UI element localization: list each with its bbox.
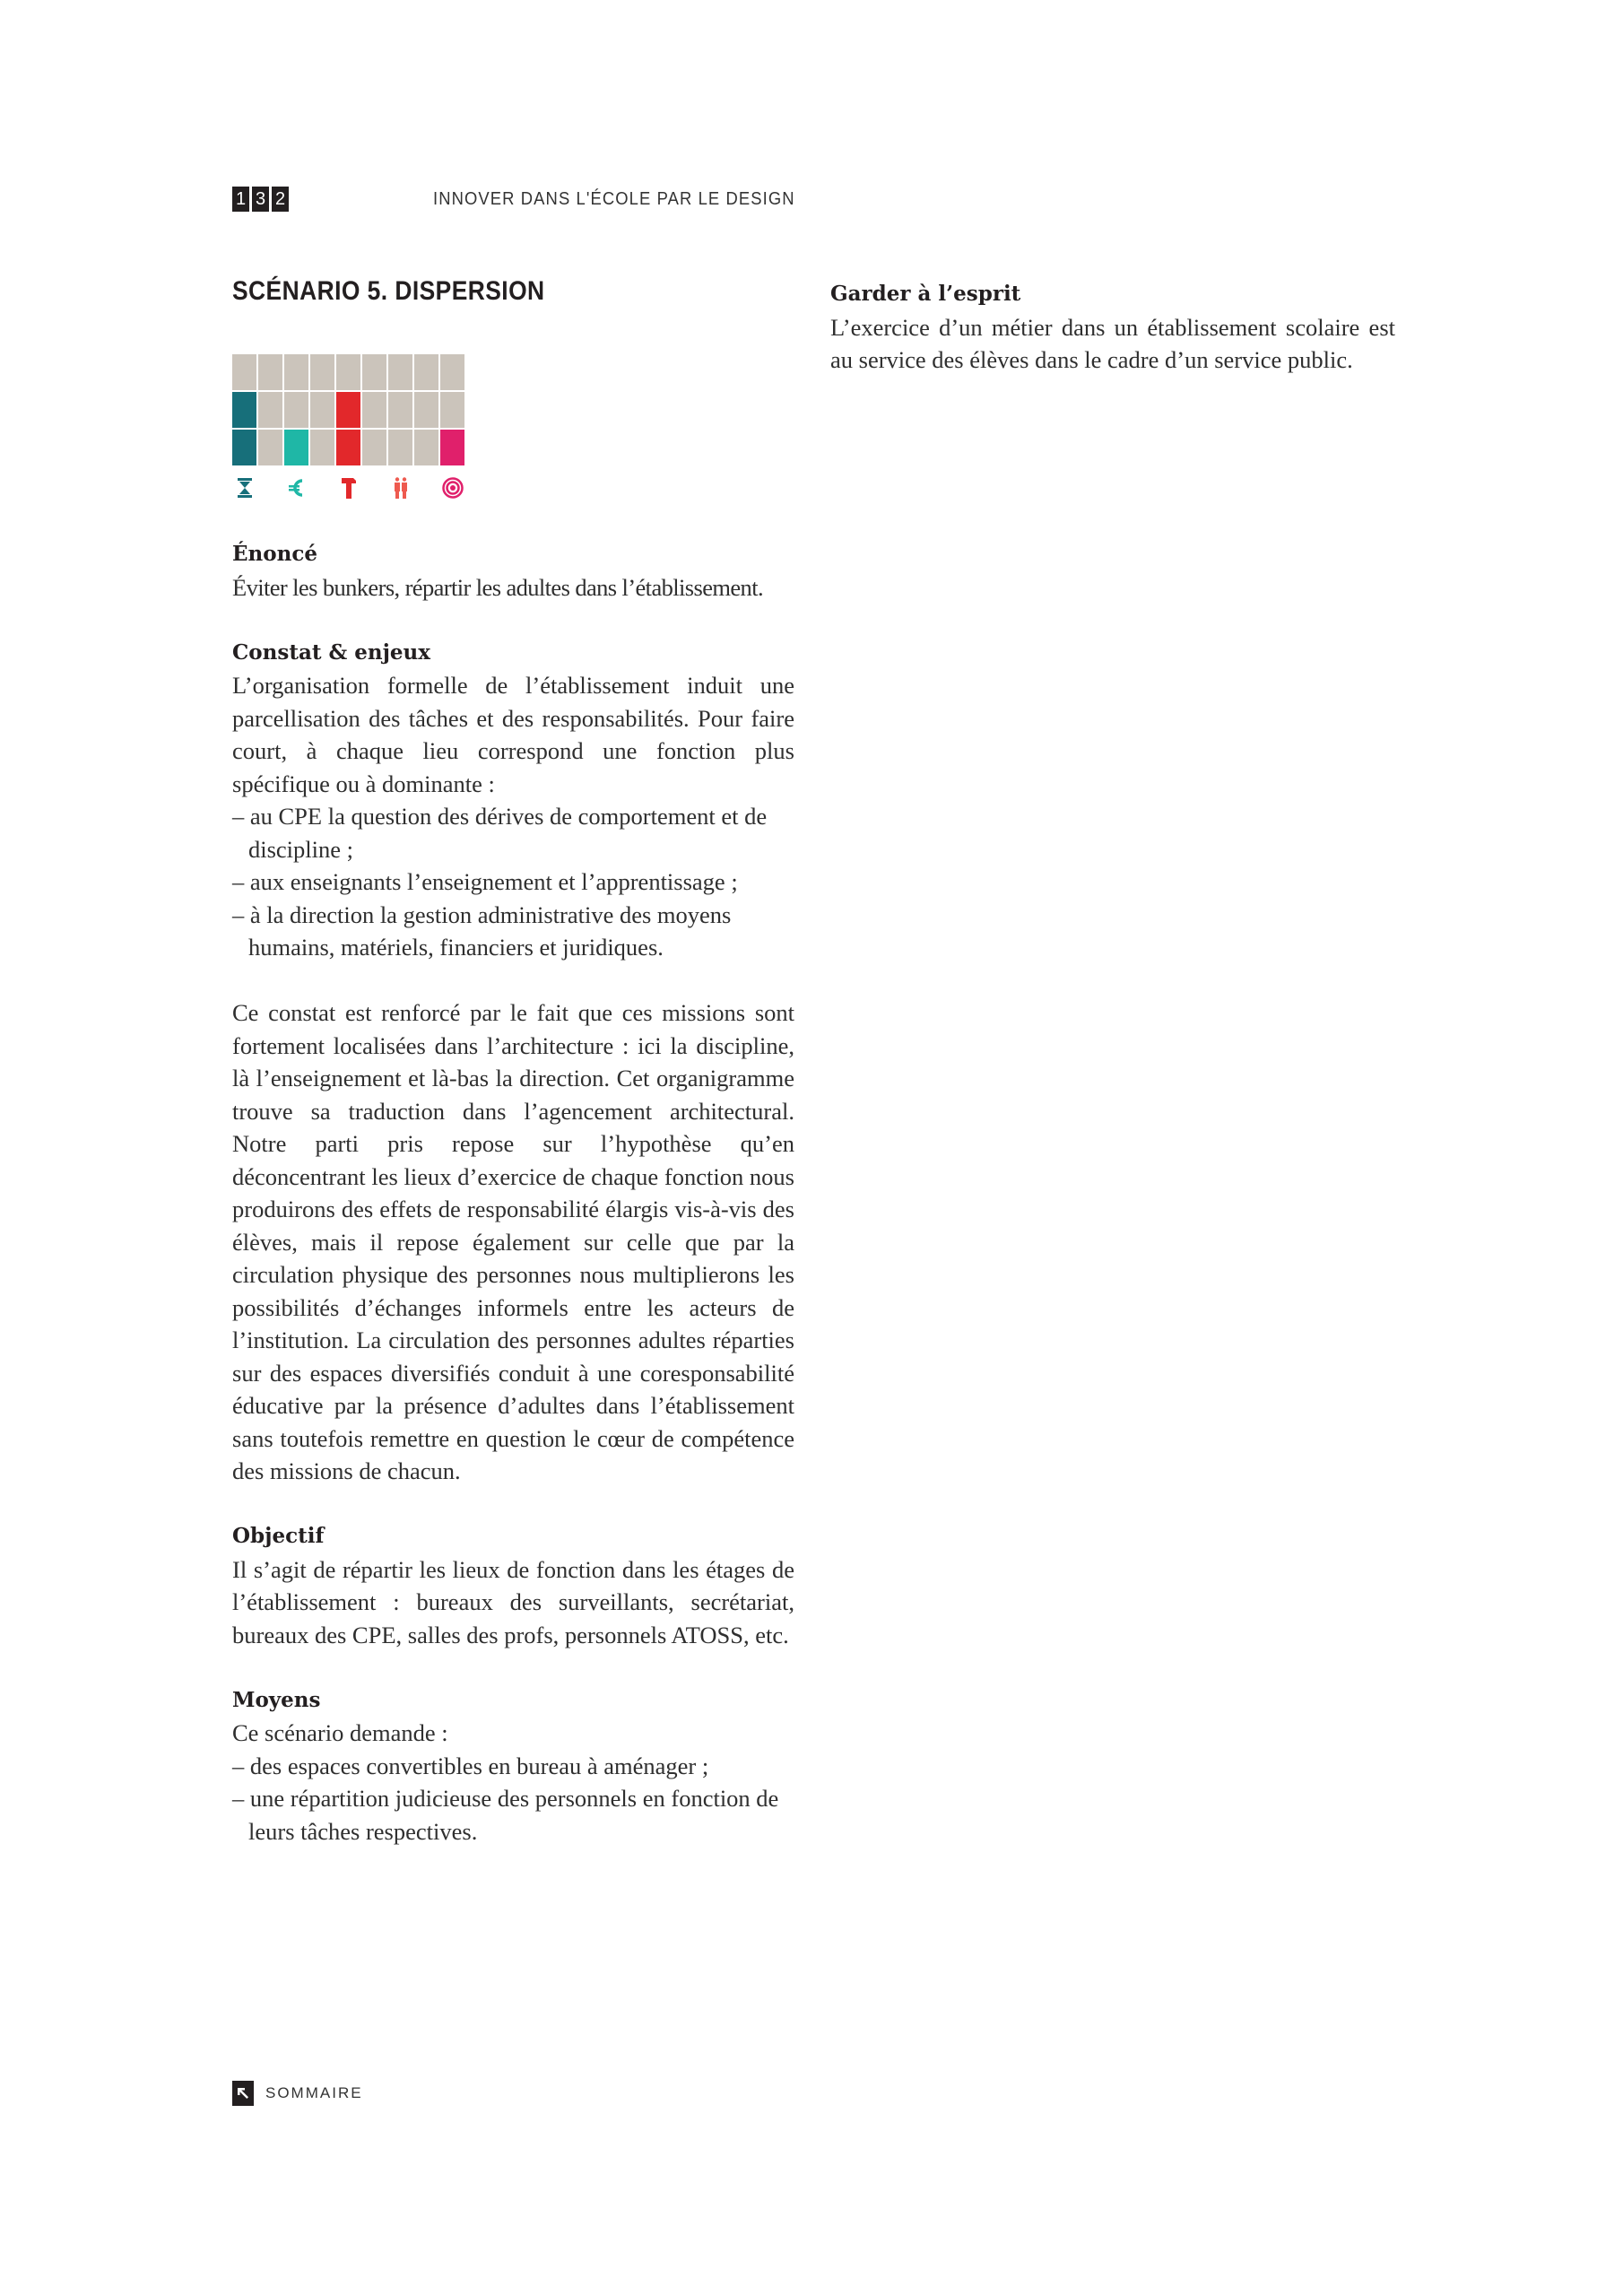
grid-cell: [414, 354, 438, 390]
grid-cell: [284, 354, 308, 390]
grid-cell: [388, 354, 412, 390]
sommaire-link[interactable]: [232, 2081, 363, 2106]
euro-icon: [284, 475, 308, 500]
indicator-icons: [232, 475, 470, 502]
grid-cell: [310, 392, 334, 428]
hourglass-icon: [232, 475, 256, 500]
grid-cell: [388, 430, 412, 465]
constat-list: [232, 800, 794, 964]
section-text: Ce scénario demande :: [232, 1719, 448, 1746]
grid-cell: [284, 392, 308, 428]
section-enonce: [232, 538, 794, 604]
grid-cell: [362, 392, 386, 428]
section-moyens: [232, 1684, 794, 1848]
section-text: Éviter les bunkers, répartir les adultes dans l’établissement.: [232, 573, 763, 601]
arrow-up-left-icon[interactable]: [232, 2081, 254, 2106]
grid-cell: [414, 430, 438, 465]
section-constat: [232, 637, 794, 1488]
section-text: Il s’agit de répartir les lieux de fonction dans les étages de l’établissement : bureaux des surveillants, secrétariat, bureaux des CPE, salles des profs, personnels ATOSS, etc.: [232, 1555, 794, 1648]
side-column: [830, 278, 1395, 377]
grid-cell: [258, 430, 282, 465]
grid-cell: [310, 430, 334, 465]
grid-cell: [232, 392, 256, 428]
grid-cell: [336, 392, 360, 428]
grid-cell: [284, 430, 308, 465]
page-digit: 3: [252, 187, 269, 212]
grid-cell: [362, 430, 386, 465]
section-text: L’organisation formelle de l’établissement induit une parcellisation des tâches et des responsabilités. Pour faire court, à chaque lieu correspond une fonction plus spécifique ou à dominante :: [232, 672, 794, 797]
list-item: – au CPE la question des dérives de comportement et de discipline ;: [232, 803, 768, 863]
grid-cell: [310, 354, 334, 390]
section-text: L’exercice d’un métier dans un établissement scolaire est au service des élèves dans le cadre d’un service public.: [830, 313, 1395, 373]
moyens-list: [232, 1750, 794, 1848]
main-column: [232, 538, 794, 1848]
page-digit: 1: [232, 187, 249, 212]
section-paragraph: Ce constat est renforcé par le fait que ces missions sont fortement localisées dans l’architecture : ici la discipline, là l’enseignement et là-bas la direction. Cet organigramme trouve sa traduction dans l’agencement architectural. Notre parti pris repose sur l’hypothèse qu’en déconcentrant les lieux d’exercice de chaque fonction nous produirons des effets de responsabilité élargis vis-à-vis des élèves, mais il repose également sur celle que par la circulation physique des personnes nous multiplierons les possibilités d’échanges informels entre les acteurs de l’institution. La circulation des personnes adultes réparties sur des espaces diversifiés conduit à une coresponsabilité éducative par la présence d’adultes dans l’établissement sans toutefois remettre en question le cœur de compétence des missions de chacun.: [232, 999, 794, 1484]
list-item: – une répartition judicieuse des personnels en fonction de leurs tâches respectives.: [232, 1785, 779, 1845]
section-heading: Moyens: [232, 1687, 321, 1712]
scenario-title: SCÉNARIO 5. DISPERSION: [232, 276, 545, 306]
list-item: – aux enseignants l’enseignement et l’apprentissage ;: [232, 868, 738, 895]
section-objectif: [232, 1520, 794, 1651]
grid-cell: [336, 430, 360, 465]
indicator-grid: [232, 354, 464, 465]
grid-cell: [440, 392, 464, 428]
section-heading: Garder à l’esprit: [830, 282, 1021, 306]
grid-cell: [336, 354, 360, 390]
running-title: INNOVER DANS L'ÉCOLE PAR LE DESIGN: [433, 189, 795, 209]
grid-cell: [440, 430, 464, 465]
grid-cell: [232, 430, 256, 465]
section-heading: Constat & enjeux: [232, 639, 430, 665]
grid-cell: [388, 392, 412, 428]
section-heading: Objectif: [232, 1524, 325, 1548]
target-icon: [440, 475, 464, 500]
page-number: [232, 187, 289, 212]
section-garder: [830, 278, 1395, 377]
grid-cell: [440, 354, 464, 390]
list-item: – des espaces convertibles en bureau à aménager ;: [232, 1752, 709, 1779]
page-digit: 2: [272, 187, 289, 212]
grid-cell: [258, 392, 282, 428]
list-item: – à la direction la gestion administrative des moyens humains, matériels, financiers et juridiques.: [232, 900, 732, 961]
grid-cell: [362, 354, 386, 390]
grid-cell: [258, 354, 282, 390]
sommaire-label[interactable]: SOMMAIRE: [265, 2084, 363, 2101]
hammer-icon: [336, 475, 360, 500]
grid-cell: [414, 392, 438, 428]
section-heading: Énoncé: [232, 542, 317, 566]
people-icon: [388, 475, 412, 500]
grid-cell: [232, 354, 256, 390]
